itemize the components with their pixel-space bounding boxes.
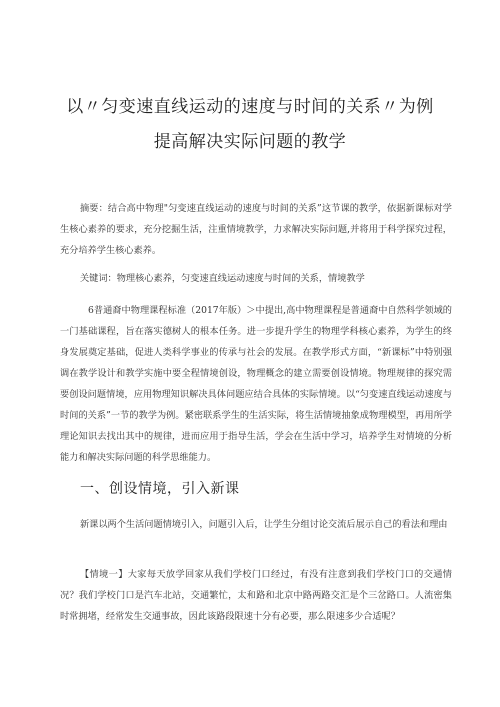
intro-paragraph: 6普通裔中物理课程标准（2017年版）＞中提出,高中物理课程是普通裔中自然科学领域的一门基础课程，旨在落实德树人的根本任务。进一步提升学生的物理学科核心素养，为学生的终身发展奠定基础，促进人类科学事业的传承与社会的发展。在教学形式方面，“新课标”中特别强调在教学设计和教学实施中要全程情境创设，物理概念的建立需要创设情境。物理规律的探究需要创设问题情境，应用物理知识解决具体问题应结合具体的实际情境。以“匀变速直线运动速度与时间的关系”一节的教学为例。紧密联系学生的生活实际，将生活情境抽象成物理模型，再用所学理论知识去找出其中的规律，进而应用于指导生活，学会在生活中学习，培养学生对情境的分析能力和解决实际问题的科学思维能力。 xyxy=(60,305,452,463)
scenario-1-paragraph: 【情境一】大家每天放学回家从我们学校门口经过，有没有注意到我们学校门口的交通情况？我们学校门口是汽车北站，交通繁忙，太和路和北京中路两路交汇是个三岔路口。人流密集时常拥堵，经常发生交通事故，因此该路段限速十分有必要，那么限速多少合适呢？ xyxy=(60,569,452,622)
abstract-paragraph: 摘要：结合高中物理"匀变速直线运动的速度与时间的关系”这节课的教学，依据新课标对学生核心素养的要求，充分挖掘生活，注重情境教学，力求解决实际问题,并将用于科学探究过程，充分培养学生核心素养。 xyxy=(60,203,452,256)
section-heading-1: 一、创设情境，引入新课 xyxy=(80,481,240,497)
paper-title-line-2: 提高解决实际问题的教学 xyxy=(153,132,347,152)
section-1-paragraph: 新课以两个生活问题情境引入，问题引入后，让学生分组讨论交流后展示自己的看法和理由 xyxy=(80,519,448,530)
paper-title-line-1: 以〃匀变速直线运动的速度与时间的关系〃为例 xyxy=(66,97,434,117)
keywords-paragraph: 关键词：物理核心素养，匀变速直线运动速度与时间的关系，情境教学 xyxy=(80,273,365,284)
